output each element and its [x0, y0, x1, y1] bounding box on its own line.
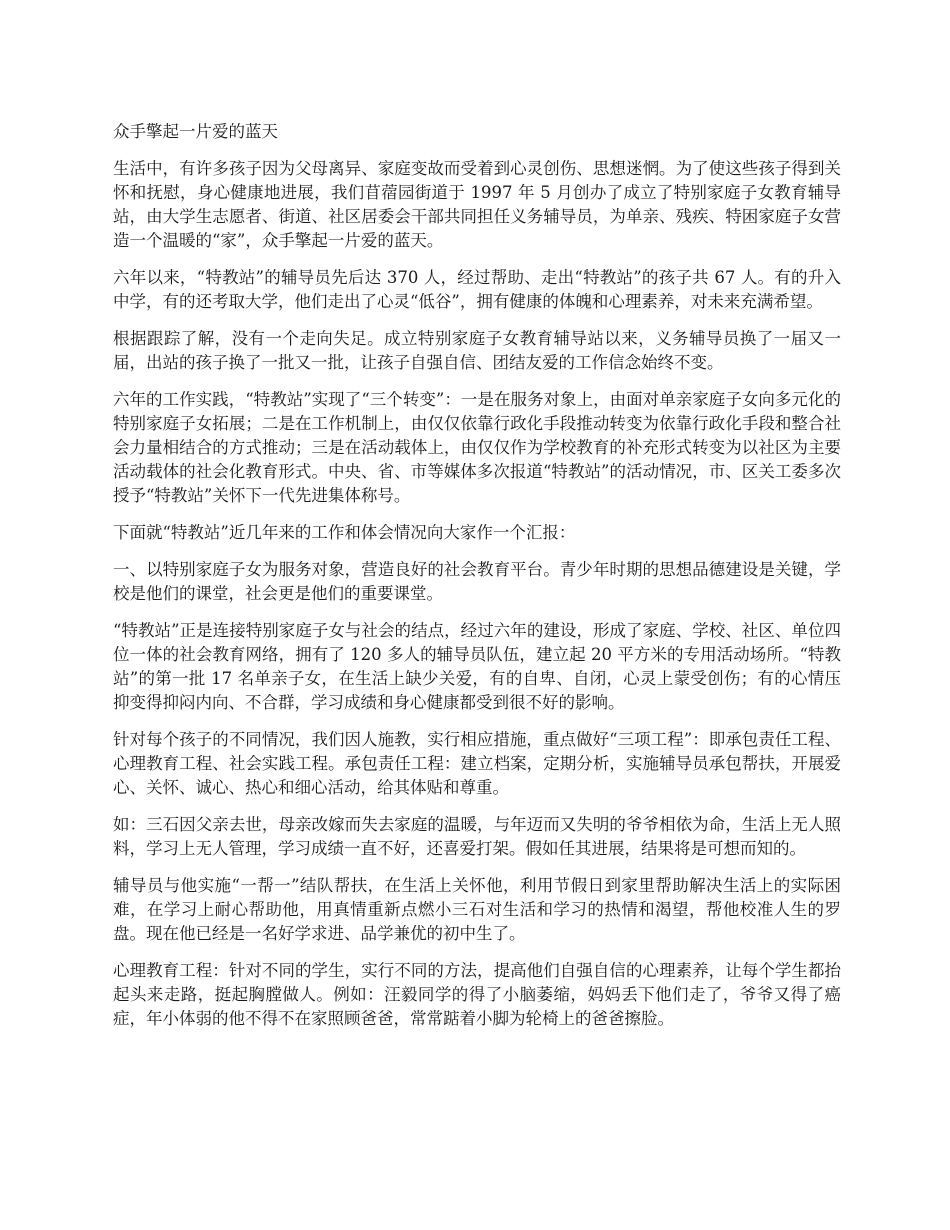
- paragraph: 下面就“特教站”近几年来的工作和体会情况向大家作一个汇报：: [113, 523, 576, 542]
- document-title: 众手擎起一片爱的蓝天: [113, 122, 278, 141]
- paragraph: “特教站”正是连接特别家庭子女与社会的结点，经过六年的建设，形成了家庭、学校、社区、单位四位一体的社会教育网络，拥有了 120 多人的辅导员队伍，建立起 20 平方米的专用活动场所。“特教站”的第一批 17 名单亲子女，在生活上缺少关爱，有的自卑、自闭，心灵上蒙受创伤；有的心情压抑变得抑闷内向、不合群，学习成绩和身心健康都受到很不好的影响。: [113, 621, 841, 712]
- paragraph: 辅导员与他实施“一帮一”结队帮扶，在生活上关怀他，利用节假日到家里帮助解决生活上的实际困难，在学习上耐心帮助他，用真情重新点燃小三石对生活和学习的热情和渴望，帮他校准人生的罗盘。现在他已经是一名好学求进、品学兼优的初中生了。: [113, 876, 841, 943]
- paragraph: 六年以来，“特教站”的辅导员先后达 370 人，经过帮助、走出“特教站”的孩子共 67 人。有的升入中学，有的还考取大学，他们走出了心灵“低谷”，拥有健康的体魄和心理素养，对未来充满希望。: [113, 268, 841, 311]
- paragraph: 六年的工作实践，“特教站”实现了“三个转变”：一是在服务对象上，由面对单亲家庭子女向多元化的特别家庭子女拓展；二是在工作机制上，由仅仅依靠行政化手段推动转变为依靠行政化手段和整合社会力量相结合的方式推动；三是在活动载体上，由仅仅作为学校教育的补充形式转变为以社区为主要活动载体的社会化教育形式。中央、省、市等媒体多次报道“特教站”的活动情况，市、区关工委多次授予“特教站”关怀下一代先进集体称号。: [113, 390, 841, 505]
- paragraph: 如：三石因父亲去世，母亲改嫁而失去家庭的温暖，与年迈而又失明的爷爷相依为命，生活上无人照料，学习上无人管理，学习成绩一直不好，还喜爱打架。假如任其进展，结果将是可想而知的。: [113, 815, 841, 858]
- paragraph: 根据跟踪了解，没有一个走向失足。成立特别家庭子女教育辅导站以来，义务辅导员换了一届又一届，出站的孩子换了一批又一批，让孩子自强自信、团结友爱的工作信念始终不变。: [113, 329, 841, 372]
- paragraph: 针对每个孩子的不同情况，我们因人施教，实行相应措施，重点做好“三项工程”：即承包责任工程、心理教育工程、社会实践工程。承包责任工程：建立档案，定期分析，实施辅导员承包帮扶，开展爱心、关怀、诚心、热心和细心活动，给其体贴和尊重。: [113, 730, 841, 797]
- paragraph: 一、以特别家庭子女为服务对象，营造良好的社会教育平台。青少年时期的思想品德建设是关键，学校是他们的课堂，社会更是他们的重要课堂。: [113, 560, 841, 603]
- document-page: [113, 120, 841, 1044]
- paragraph: 心理教育工程：针对不同的学生，实行不同的方法，提高他们自强自信的心理素养，让每个学生都抬起头来走路，挺起胸膛做人。例如：汪毅同学的得了小脑萎缩，妈妈丢下他们走了，爷爷又得了癌症，年小体弱的他不得不在家照顾爸爸，常常踮着小脚为轮椅上的爸爸擦脸。: [113, 961, 841, 1028]
- paragraph: 生活中，有许多孩子因为父母离异、家庭变故而受着到心灵创伤、思想迷惘。为了使这些孩子得到关怀和抚慰，身心健康地进展，我们苜蓿园街道于 1997 年 5 月创办了成立了特别家庭子女教育辅导站，由大学生志愿者、街道、社区居委会干部共同担任义务辅导员，为单亲、残疾、特困家庭子女营造一个温暖的“家”，众手擎起一片爱的蓝天。: [113, 159, 841, 250]
